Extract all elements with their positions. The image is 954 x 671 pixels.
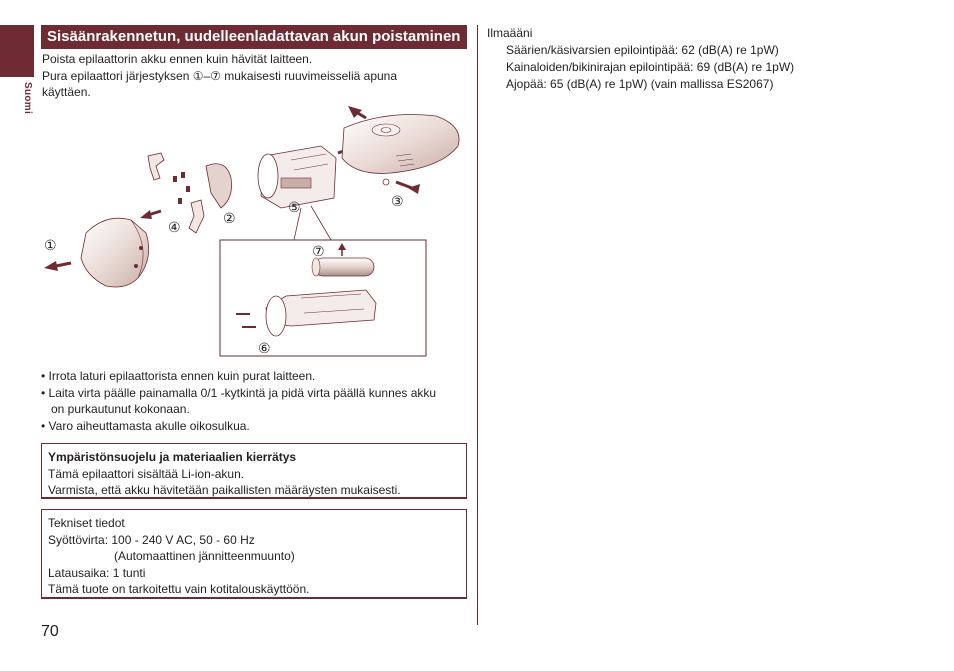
intro-line-2: Pura epilaattori järjestyksen ①–⑦ mukaisesti ruuvimeisseliä apuna bbox=[42, 69, 398, 83]
environment-heading: Ympäristönsuojelu ja materiaalien kierrätys bbox=[48, 450, 297, 464]
specifications-box bbox=[41, 509, 467, 599]
language-label: Suomi bbox=[22, 82, 33, 115]
intro-line-1: Poista epilaattorin akku ennen kuin hävität laitteen. bbox=[42, 52, 313, 66]
specs-usage: Tämä tuote on tarkoitettu vain kotitalouskäyttöön. bbox=[48, 582, 310, 596]
noise-line-3: Ajopää: 65 (dB(A) re 1pW) (vain mallissa ES2067) bbox=[506, 77, 774, 91]
list-item: • Varo aiheuttamasta akulle oikosulkua. bbox=[41, 418, 250, 433]
list-item: • Irrota laturi epilaattorista ennen kuin purat laitteen. bbox=[41, 369, 316, 383]
gear-parts bbox=[148, 153, 232, 233]
page-number: 70 bbox=[41, 623, 59, 640]
environment-line-1: Tämä epilaattori sisältää Li-ion-akun. bbox=[48, 466, 245, 481]
specs-charge-time: Latausaika: 1 tunti bbox=[48, 565, 146, 580]
step-label-3: ③ bbox=[391, 193, 404, 209]
step-label-4: ④ bbox=[168, 219, 181, 235]
warning-list bbox=[41, 368, 436, 434]
list-item: • Laita virta päälle painamalla 0/1 -kytkintä ja pidä virta päällä kunnes akku bbox=[41, 385, 437, 400]
arrow-icon bbox=[140, 210, 152, 219]
step-label-6: ⑥ bbox=[258, 340, 271, 356]
step-label-1: ① bbox=[44, 237, 57, 253]
noise-line-2: Kainaloiden/bikinirajan epilointipää: 69 (dB(A) re 1pW) bbox=[506, 60, 795, 74]
specs-supply: Syöttövirta: 100 - 240 V AC, 50 - 60 Hz bbox=[48, 532, 255, 547]
environment-box bbox=[41, 443, 467, 499]
specs-heading: Tekniset tiedot bbox=[48, 516, 125, 530]
step-label-5: ⑤ bbox=[288, 199, 301, 215]
arrow-icon bbox=[348, 106, 362, 118]
environment-line-2: Varmista, että akku hävitetään paikallisten määräysten mukaisesti. bbox=[48, 483, 401, 497]
noise-heading: Ilmaääni bbox=[487, 26, 533, 40]
epilator-head-part bbox=[81, 218, 149, 287]
noise-line-1: Säärien/käsivarsien epilointipää: 62 (dB(A) re 1pW) bbox=[506, 43, 779, 57]
step-label-7: ⑦ bbox=[312, 243, 325, 259]
back-shell-part bbox=[342, 115, 459, 174]
intro-line-3: käyttäen. bbox=[42, 85, 91, 99]
arrow-icon bbox=[56, 263, 71, 266]
step-label-2: ② bbox=[223, 210, 236, 226]
section-title: Sisäänrakennetun, uudelleenladattavan akun poistaminen bbox=[41, 25, 467, 49]
specs-auto-conversion: (Automaattinen jännitteenmuunto) bbox=[114, 549, 295, 563]
column-divider bbox=[477, 25, 478, 625]
battery bbox=[312, 258, 374, 276]
list-item-continued: on purkautunut kokonaan. bbox=[51, 402, 190, 416]
language-tab bbox=[0, 25, 34, 77]
arrow-icon bbox=[408, 184, 420, 194]
disassembly-illustration bbox=[36, 98, 466, 363]
